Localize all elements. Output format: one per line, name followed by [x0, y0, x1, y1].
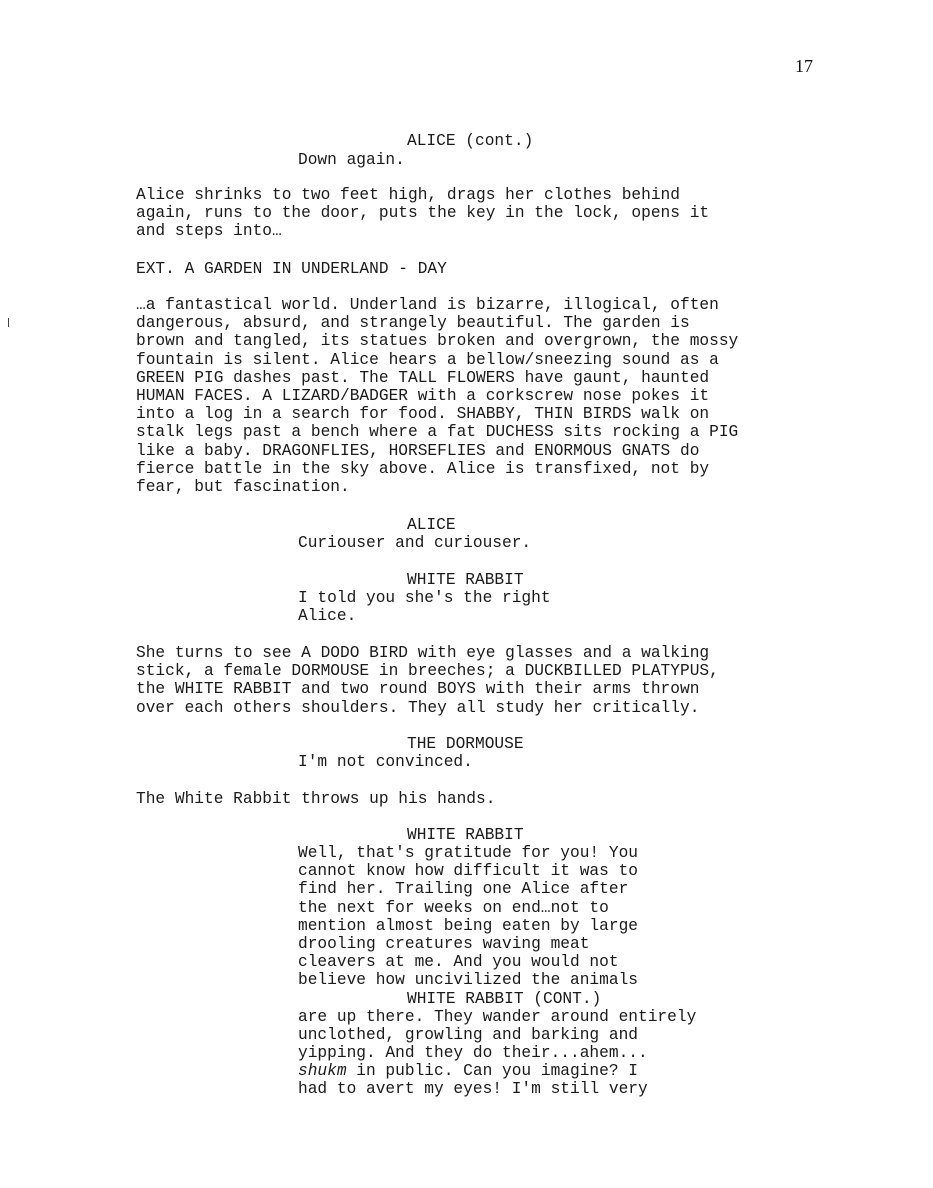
- dialogue: Curiouser and curiouser.: [298, 534, 532, 552]
- dialogue: Down again.: [298, 151, 405, 169]
- italic-word: shukm: [298, 1062, 347, 1080]
- character-name: WHITE RABBIT (CONT.): [407, 990, 602, 1008]
- dialogue: I told you she's the right Alice.: [298, 589, 551, 626]
- action-line: Alice shrinks to two feet high, drags her clothes behind again, runs to the door, puts the key in the lock, opens it and steps into…: [136, 186, 710, 241]
- margin-mark: [8, 318, 9, 327]
- page-number: 17: [795, 56, 813, 76]
- character-name: WHITE RABBIT: [407, 826, 524, 844]
- action-line: …a fantastical world. Underland is bizarre, illogical, often dangerous, absurd, and strangely beautiful. The garden is brown and tangled, its statues broken and overgrown, the mossy fountain is silent. Alice hears a bellow/sneezing sound as a GREEN PIG dashes past. The TALL FLOWERS have gaunt, haunted HUMAN FACES. A LIZARD/BADGER with a corkscrew nose pokes it into a log in a search for food. SHABBY, THIN BIRDS walk on stalk legs past a bench where a fat DUCHESS sits rocking a PIG like a baby. DRAGONFLIES, HORSEFLIES and ENORMOUS GNATS do fierce battle in the sky above. Alice is transfixed, not by fear, but fascination.: [136, 296, 739, 497]
- action-line: The White Rabbit throws up his hands.: [136, 790, 496, 808]
- character-name: ALICE: [407, 516, 456, 534]
- dialogue: are up there. They wander around entirely unclothed, growling and barking and yipping. And they do their...ahem...: [298, 1008, 697, 1063]
- dialogue: Well, that's gratitude for you! You cannot know how difficult it was to find her. Trailing one Alice after the next for weeks on end…not to mention almost being eaten by large drooling creatures waving meat cleavers at me. And you would not believe how uncivilized the animals: [298, 844, 638, 990]
- character-name: WHITE RABBIT: [407, 571, 524, 589]
- dialogue: had to avert my eyes! I'm still very: [298, 1080, 648, 1098]
- dialogue-text: in public. Can you imagine? I: [346, 1062, 639, 1080]
- scene-heading: EXT. A GARDEN IN UNDERLAND - DAY: [136, 260, 447, 278]
- character-name: THE DORMOUSE: [407, 735, 524, 753]
- character-name: ALICE (cont.): [407, 132, 534, 150]
- dialogue: I'm not convinced.: [298, 753, 473, 771]
- action-line: She turns to see A DODO BIRD with eye glasses and a walking stick, a female DORMOUSE in breeches; a DUCKBILLED PLATYPUS, the WHITE RABBIT and two round BOYS with their arms thrown over each others shoulders. They all study her critically.: [136, 644, 719, 717]
- dialogue-line: [298, 1062, 638, 1080]
